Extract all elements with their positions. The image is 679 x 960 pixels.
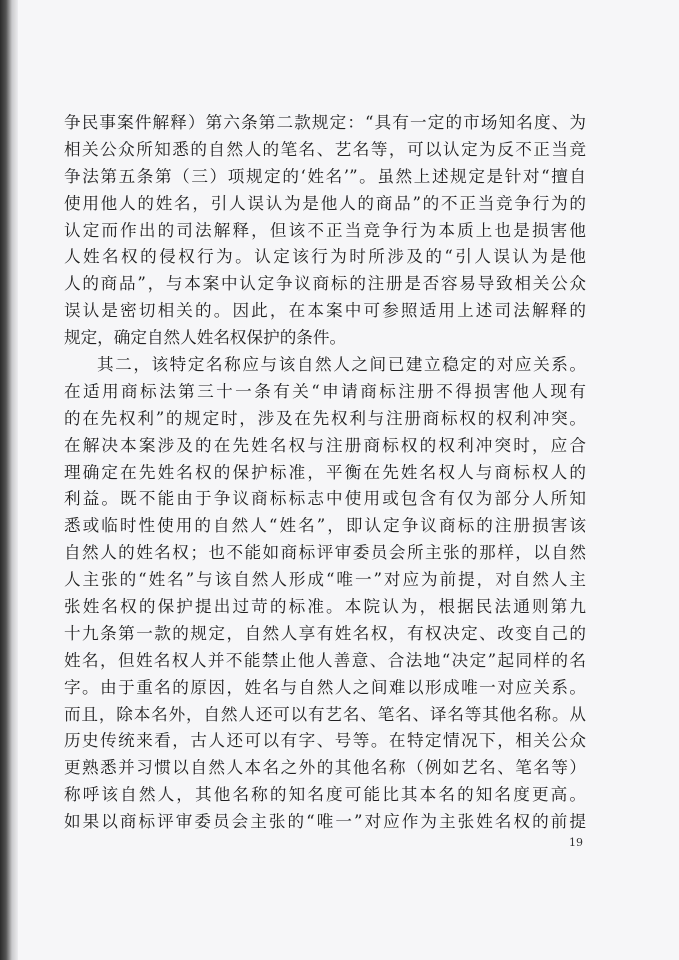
- text-line: 更熟悉并习惯以自然人本名之外的其他名称（例如艺名、笔名等）: [64, 758, 586, 778]
- text-line: 十九条第一款的规定，自然人享有姓名权，有权决定、改变自己的: [64, 623, 586, 643]
- text-line: 争民事案件解释）第六条第二款规定：“具有一定的市场知名度、为: [64, 113, 586, 132]
- text-line: 而且，除本名外，自然人还可以有艺名、笔名、译名等其他名称。从: [64, 704, 586, 724]
- text-line: 的在先权利”的规定时，涉及在先权利与注册商标权的权利冲突。: [64, 408, 586, 428]
- binding-edge-shadow: [0, 0, 18, 960]
- paragraph-first-line: 其二，该特定名称应与该自然人之间已建立稳定的对应关系。: [97, 355, 586, 375]
- text-line: 规定，确定自然人姓名权保护的条件。: [64, 328, 347, 348]
- text-line: 认定而作出的司法解释，但该不正当竞争行为本质上也是损害他: [64, 220, 586, 240]
- text-line: 悉或临时性使用的自然人“姓名”，即认定争议商标的注册损害该: [64, 516, 586, 536]
- text-line: 误认是密切相关的。因此，在本案中可参照适用上述司法解释的: [64, 301, 586, 321]
- text-line: 人主张的“姓名”与该自然人形成“唯一”对应为前提，对自然人主: [64, 570, 586, 590]
- text-line: 历史传统来看，古人还可以有字、号等。在特定情况下，相关公众: [64, 731, 586, 751]
- text-line: 称呼该自然人，其他名称的知名度可能比其本名的知名度更高。: [64, 785, 586, 805]
- document-body: [64, 110, 586, 836]
- text-line: 自然人的姓名权；也不能如商标评审委员会所主张的那样，以自然: [64, 543, 586, 563]
- text-line: 字。由于重名的原因，姓名与自然人之间难以形成唯一对应关系。: [64, 677, 586, 697]
- text-line: 如果以商标评审委员会主张的“唯一”对应作为主张姓名权的前提: [64, 812, 586, 832]
- text-line: 张姓名权的保护提出过苛的标准。本院认为，根据民法通则第九: [64, 597, 586, 617]
- text-line: 理确定在先姓名权的保护标准，平衡在先姓名权人与商标权人的: [64, 462, 586, 482]
- text-line: 在适用商标法第三十一条有关“申请商标注册不得损害他人现有: [64, 381, 586, 401]
- text-line: 争法第五条第（三）项规定的‘姓名’”。虽然上述规定是针对“擅自: [64, 166, 586, 186]
- text-line: 人的商品”，与本案中认定争议商标的注册是否容易导致相关公众: [64, 274, 586, 294]
- text-line: 在解决本案涉及的在先姓名权与注册商标权的权利冲突时，应合: [64, 435, 586, 455]
- text-line: 姓名，但姓名权人并不能禁止他人善意、合法地“决定”起同样的名: [64, 650, 586, 670]
- text-line: 使用他人的姓名，引人误认为是他人的商品”的不正当竞争行为的: [64, 193, 586, 213]
- text-line: 相关公众所知悉的自然人的笔名、艺名等，可以认定为反不正当竞: [64, 139, 586, 159]
- text-line: 人姓名权的侵权行为。认定该行为时所涉及的“引人误认为是他: [64, 247, 586, 267]
- text-line: 利益。既不能由于争议商标标志中使用或包含有仅为部分人所知: [64, 489, 586, 509]
- page-number: 19: [569, 836, 583, 849]
